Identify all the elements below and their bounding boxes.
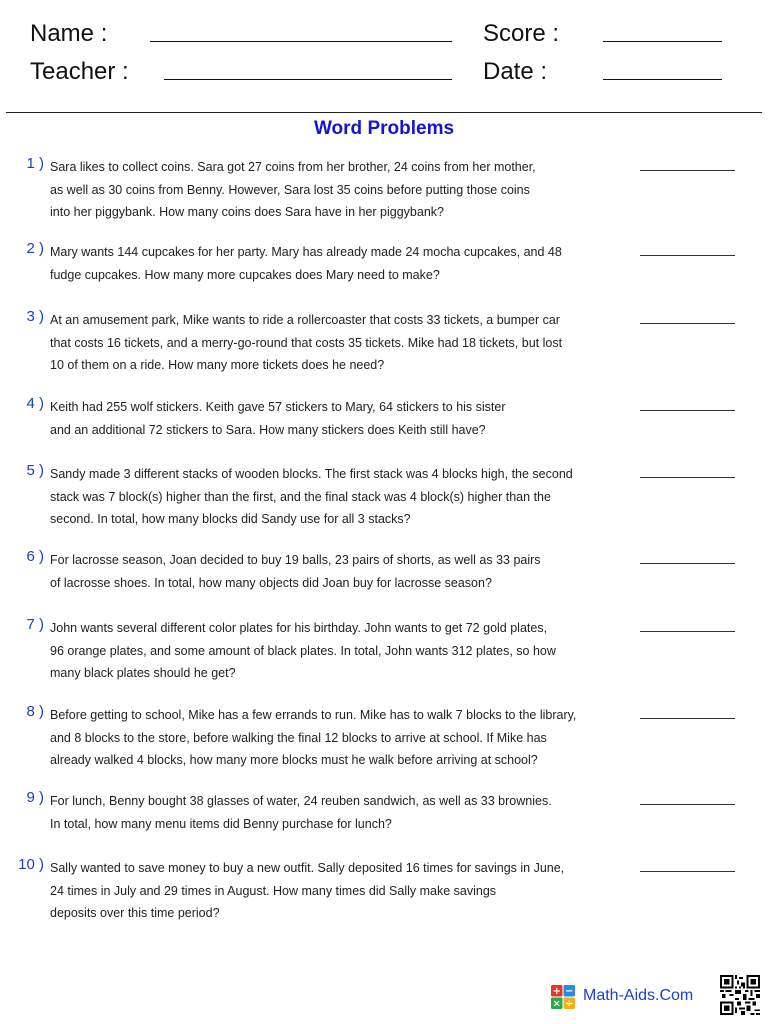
date-label: Date : [483, 58, 548, 85]
problem-text-line: that costs 16 tickets, and a merry-go-round that costs 35 tickets. Mike had 18 tickets, but lost [50, 335, 563, 350]
score-field[interactable] [603, 41, 722, 42]
math-aids-logo-icon [551, 985, 575, 1009]
problem-text-line: Keith had 255 wolf stickers. Keith gave 57 stickers to Mary, 64 stickers to his sister [50, 400, 506, 414]
problem-text-line: and 8 blocks to the store, before walking the final 12 blocks to arrive at school. If Mike has [50, 730, 547, 745]
problem-text [50, 617, 615, 685]
date-field[interactable] [603, 79, 722, 80]
svg-text:÷: ÷ [565, 998, 574, 1009]
problem-text-line: 96 orange plates, and some amount of black plates. In total, John wants 312 plates, so how [50, 643, 556, 658]
problem-number: 8 ) [26, 703, 44, 720]
brand-link[interactable]: Math-Aids.Com [583, 987, 694, 1004]
problem-text-line: already walked 4 blocks, how many more blocks must he walk before arriving at school? [50, 753, 538, 767]
problem-number: 1 ) [26, 155, 44, 172]
answer-blank[interactable] [640, 170, 735, 171]
problem-text-line: John wants several different color plates for his birthday. John wants to get 72 gold plates, [50, 621, 548, 635]
svg-text:+: + [552, 986, 561, 997]
answer-blank[interactable] [640, 631, 735, 632]
problem-text [50, 704, 615, 772]
problem-text-line: 24 times in July and 29 times in August. How many times did Sally make savings [50, 883, 497, 898]
problem-text-line: of lacrosse shoes. In total, how many objects did Joan buy for lacrosse season? [50, 575, 492, 590]
answer-blank[interactable] [640, 718, 735, 719]
problem-number: 5 ) [26, 462, 44, 479]
problem-text-line: 10 of them on a ride. How many more tickets does he need? [50, 358, 385, 372]
page-title: Word Problems [313, 118, 455, 139]
score-label: Score : [483, 20, 560, 47]
answer-blank[interactable] [640, 410, 735, 411]
problem-text [50, 309, 615, 377]
answer-blank[interactable] [640, 477, 735, 478]
answer-blank[interactable] [640, 323, 735, 324]
problem-text-line: For lacrosse season, Joan decided to buy 19 balls, 23 pairs of shorts, as well as 33 pairs [50, 553, 541, 567]
problem-text [50, 463, 615, 531]
answer-blank[interactable] [640, 255, 735, 256]
teacher-field[interactable] [164, 79, 452, 80]
problem-text-line: Mary wants 144 cupcakes for her party. Mary has already made 24 mocha cupcakes, and 48 [50, 245, 562, 259]
problem-number: 6 ) [26, 548, 44, 565]
qr-code-icon [720, 975, 760, 1015]
teacher-label: Teacher : [30, 58, 129, 85]
problem-number: 3 ) [26, 308, 44, 325]
problem-text-line: as well as 30 coins from Benny. However, Sara lost 35 coins before putting those coins [50, 182, 530, 197]
problem-text-line: into her piggybank. How many coins does Sara have in her piggybank? [50, 205, 444, 219]
problem-text [50, 156, 615, 224]
problem-text [50, 396, 615, 441]
problem-text-line: and an additional 72 stickers to Sara. How many stickers does Keith still have? [50, 422, 486, 437]
problem-text-line: stack was 7 block(s) higher than the first, and the final stack was 4 block(s) higher than the [50, 489, 551, 504]
problem-text [50, 241, 615, 286]
problem-text-line: deposits over this time period? [50, 906, 220, 920]
problem-text [50, 857, 615, 925]
problem-text [50, 790, 615, 835]
svg-text:−: − [565, 986, 574, 997]
answer-blank[interactable] [640, 871, 735, 872]
problem-text-line: Before getting to school, Mike has a few errands to run. Mike has to walk 7 blocks to the library, [50, 708, 577, 722]
answer-blank[interactable] [640, 563, 735, 564]
header-divider [6, 112, 762, 113]
svg-text:×: × [552, 998, 561, 1009]
problem-number: 4 ) [26, 395, 44, 412]
name-field[interactable] [150, 41, 452, 42]
problem-number: 7 ) [26, 616, 44, 633]
problem-number: 10 ) [18, 856, 44, 873]
problem-text [50, 549, 615, 594]
problem-text-line: Sara likes to collect coins. Sara got 27 coins from her brother, 24 coins from her mother, [50, 160, 536, 174]
problem-text-line: In total, how many menu items did Benny purchase for lunch? [50, 816, 392, 831]
name-label: Name : [30, 20, 108, 47]
problem-text-line: For lunch, Benny bought 38 glasses of water, 24 reuben sandwich, as well as 33 brownies. [50, 794, 552, 808]
problem-text-line: fudge cupcakes. How many more cupcakes does Mary need to make? [50, 267, 440, 282]
problem-text-line: Sandy made 3 different stacks of wooden blocks. The first stack was 4 blocks high, the second [50, 467, 573, 481]
problem-number: 2 ) [26, 240, 44, 257]
problem-text-line: At an amusement park, Mike wants to ride a rollercoaster that costs 33 tickets, a bumper car [50, 313, 560, 327]
problem-text-line: Sally wanted to save money to buy a new outfit. Sally deposited 16 times for savings in June, [50, 861, 565, 875]
problem-number: 9 ) [26, 789, 44, 806]
answer-blank[interactable] [640, 804, 735, 805]
problem-text-line: many black plates should he get? [50, 666, 236, 680]
problem-text-line: second. In total, how many blocks did Sandy use for all 3 stacks? [50, 512, 411, 526]
